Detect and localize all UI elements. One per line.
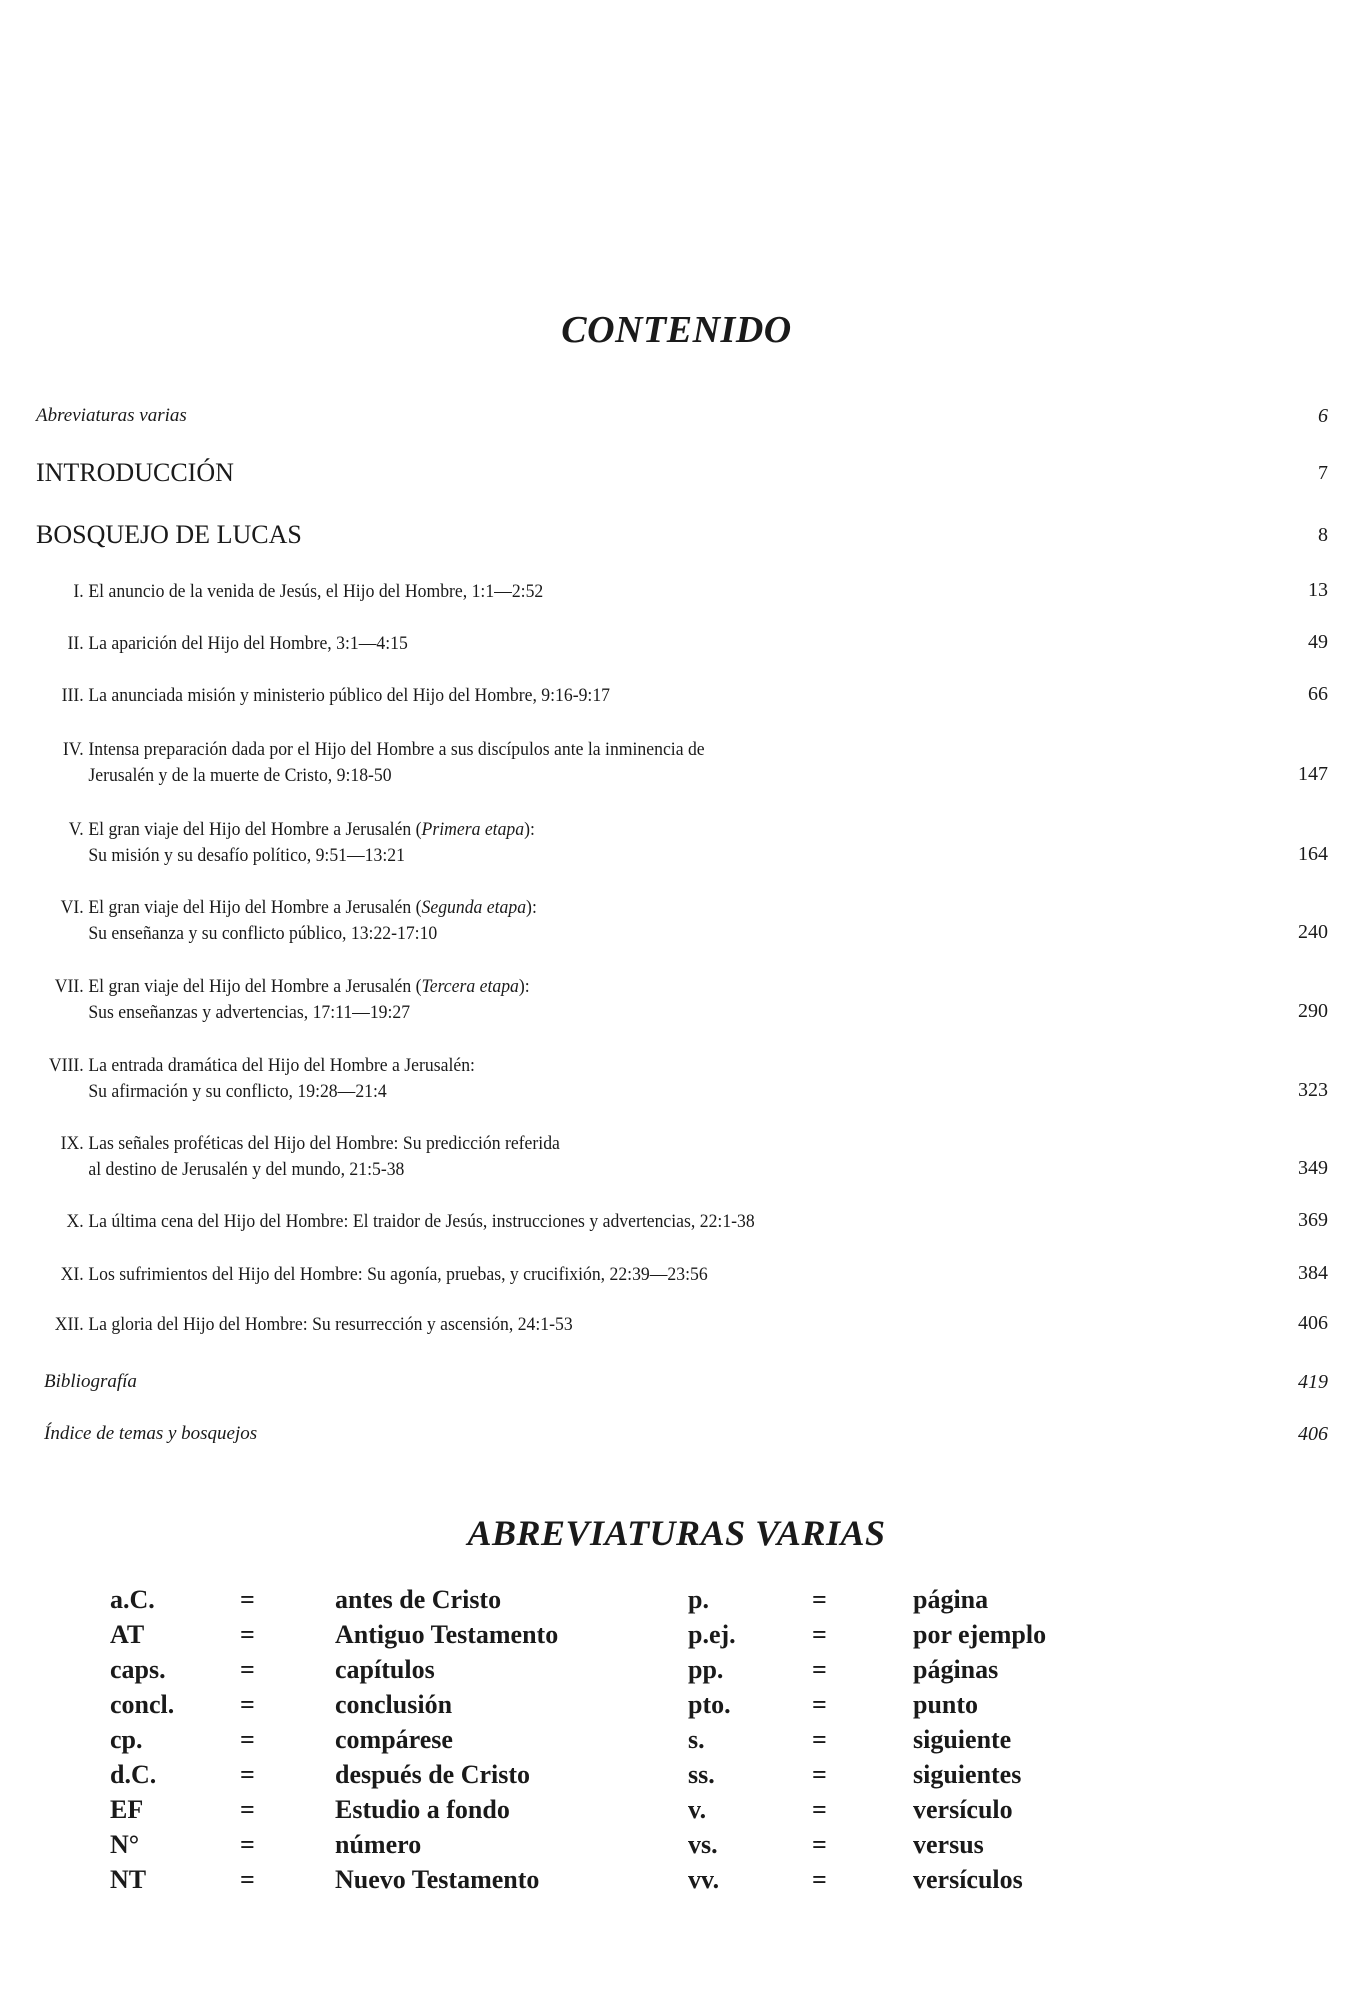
- roman-numeral: X.: [66, 1211, 84, 1232]
- abbr-term: cp.: [110, 1725, 143, 1754]
- toc-page-number: 6: [1318, 405, 1328, 427]
- entry-title-continued: Sus enseñanzas y advertencias, 17:11—19:27: [88, 1002, 411, 1023]
- entry-title: La última cena del Hijo del Hombre: El traidor de Jesús, instrucciones y advertencias, 22:1-38: [88, 1211, 755, 1232]
- abbr-term: vs.: [688, 1830, 718, 1859]
- abbreviations-title: ABREVIATURAS VARIAS: [467, 1513, 886, 1553]
- toc-page-number: 66: [1308, 683, 1328, 705]
- roman-numeral: VII.: [54, 976, 84, 997]
- entry-title: El gran viaje del Hijo del Hombre a Jerusalén (Tercera etapa):: [88, 976, 530, 997]
- equals-sign: =: [240, 1655, 255, 1684]
- entry-title: La entrada dramática del Hijo del Hombre a Jerusalén:: [88, 1055, 475, 1076]
- roman-numeral: XII.: [54, 1314, 84, 1335]
- toc-item-label: Índice de temas y bosquejos: [44, 1423, 258, 1444]
- abbr-meaning: Antiguo Testamento: [335, 1620, 559, 1649]
- equals-sign: =: [240, 1690, 255, 1719]
- page-title: CONTENIDO: [561, 309, 792, 351]
- roman-numeral: II.: [67, 633, 84, 654]
- roman-numeral: I.: [73, 581, 84, 602]
- abbr-term: v.: [688, 1795, 707, 1824]
- entry-title: Los sufrimientos del Hijo del Hombre: Su agonía, pruebas, y crucifixión, 22:39—23:56: [88, 1264, 708, 1285]
- toc-item-label: Abreviaturas varias: [36, 405, 187, 426]
- abbr-term: pp.: [688, 1655, 724, 1684]
- equals-sign: =: [812, 1830, 827, 1859]
- roman-numeral: VIII.: [48, 1055, 84, 1076]
- abbr-term: NT: [110, 1865, 147, 1894]
- toc-page-number: 419: [1298, 1371, 1328, 1393]
- equals-sign: =: [240, 1620, 255, 1649]
- abbr-meaning: conclusión: [335, 1690, 453, 1719]
- abbr-meaning: después de Cristo: [335, 1760, 531, 1789]
- abbr-term: d.C.: [110, 1760, 157, 1789]
- entry-title: El gran viaje del Hijo del Hombre a Jerusalén (Primera etapa):: [88, 819, 535, 840]
- entry-title-continued: Su afirmación y su conflicto, 19:28—21:4: [88, 1081, 387, 1102]
- roman-numeral: III.: [61, 685, 84, 706]
- entry-title: El gran viaje del Hijo del Hombre a Jerusalén (Segunda etapa):: [88, 897, 537, 918]
- toc-page-number: 406: [1298, 1423, 1328, 1445]
- abbr-term: pto.: [688, 1690, 731, 1719]
- abbr-meaning: por ejemplo: [913, 1620, 1047, 1649]
- toc-page-number: 290: [1298, 1000, 1328, 1022]
- abbr-meaning: número: [335, 1830, 422, 1859]
- roman-numeral: VI.: [60, 897, 84, 918]
- equals-sign: =: [812, 1620, 827, 1649]
- abbr-meaning: Estudio a fondo: [335, 1795, 510, 1824]
- equals-sign: =: [240, 1830, 255, 1859]
- entry-title-continued: Su enseñanza y su conflicto público, 13:22-17:10: [88, 923, 438, 944]
- abbr-meaning: siguiente: [913, 1725, 1012, 1754]
- abbr-meaning: siguientes: [913, 1760, 1022, 1789]
- abbr-term: s.: [688, 1725, 705, 1754]
- abbreviations-table: [0, 1582, 1353, 1912]
- toc-page-number: 49: [1308, 631, 1328, 653]
- equals-sign: =: [812, 1690, 827, 1719]
- equals-sign: =: [240, 1585, 255, 1614]
- roman-numeral: IX.: [60, 1133, 84, 1154]
- equals-sign: =: [812, 1725, 827, 1754]
- entry-title-continued: al destino de Jerusalén y del mundo, 21:5-38: [88, 1159, 405, 1180]
- abbr-meaning: punto: [913, 1690, 979, 1719]
- equals-sign: =: [812, 1865, 827, 1894]
- abbr-term: a.C.: [110, 1585, 155, 1614]
- toc-item-label: BOSQUEJO DE LUCAS: [36, 520, 302, 549]
- abbr-term: EF: [110, 1795, 144, 1824]
- toc-page-number: 384: [1298, 1262, 1328, 1284]
- toc-page-number: 8: [1318, 524, 1328, 546]
- equals-sign: =: [240, 1795, 255, 1824]
- entry-title: Las señales proféticas del Hijo del Hombre: Su predicción referida: [88, 1133, 560, 1154]
- abbr-meaning: compárese: [335, 1725, 453, 1754]
- entry-title: El anuncio de la venida de Jesús, el Hijo del Hombre, 1:1—2:52: [88, 581, 544, 602]
- toc-page-number: 164: [1298, 843, 1328, 865]
- entry-title-continued: Jerusalén y de la muerte de Cristo, 9:18-50: [88, 765, 392, 786]
- abbr-term: concl.: [110, 1690, 175, 1719]
- equals-sign: =: [812, 1760, 827, 1789]
- entry-title-continued: Su misión y su desafío político, 9:51—13:21: [88, 845, 405, 866]
- equals-sign: =: [812, 1585, 827, 1614]
- toc-page-number: 349: [1298, 1157, 1328, 1179]
- entry-title: Intensa preparación dada por el Hijo del Hombre a sus discípulos ante la inminencia de: [88, 739, 705, 760]
- entry-title: La anunciada misión y ministerio público del Hijo del Hombre, 9:16-9:17: [88, 685, 611, 706]
- toc-page-number: 406: [1298, 1312, 1328, 1334]
- abbr-meaning: versus: [913, 1830, 984, 1859]
- roman-numeral: V.: [68, 819, 84, 840]
- toc-page-number: 13: [1308, 579, 1328, 601]
- entry-title: La gloria del Hijo del Hombre: Su resurrección y ascensión, 24:1-53: [88, 1314, 573, 1335]
- equals-sign: =: [240, 1760, 255, 1789]
- toc-page-number: 7: [1318, 462, 1328, 484]
- abbr-meaning: versículos: [913, 1865, 1023, 1894]
- equals-sign: =: [240, 1725, 255, 1754]
- toc-item-label: INTRODUCCIÓN: [36, 458, 234, 487]
- abbr-meaning: página: [913, 1585, 989, 1614]
- equals-sign: =: [812, 1655, 827, 1684]
- abbr-meaning: versículo: [913, 1795, 1013, 1824]
- equals-sign: =: [812, 1795, 827, 1824]
- abbr-meaning: Nuevo Testamento: [335, 1865, 540, 1894]
- toc-item-label: Bibliografía: [44, 1371, 137, 1392]
- abbr-term: AT: [110, 1620, 145, 1649]
- abbr-term: p.ej.: [688, 1620, 736, 1649]
- abbr-term: ss.: [688, 1760, 715, 1789]
- roman-numeral: XI.: [60, 1264, 84, 1285]
- abbr-meaning: antes de Cristo: [335, 1585, 502, 1614]
- abbr-term: caps.: [110, 1655, 166, 1684]
- entry-title: La aparición del Hijo del Hombre, 3:1—4:15: [88, 633, 408, 654]
- toc-page-number: 323: [1298, 1079, 1328, 1101]
- abbr-term: vv.: [688, 1865, 720, 1894]
- abbr-term: N°: [110, 1830, 140, 1859]
- roman-numeral: IV.: [62, 739, 84, 760]
- toc-page-number: 240: [1298, 921, 1328, 943]
- equals-sign: =: [240, 1865, 255, 1894]
- toc-page-number: 147: [1298, 763, 1328, 785]
- toc-page-number: 369: [1298, 1209, 1328, 1231]
- abbr-meaning: capítulos: [335, 1655, 435, 1684]
- abbr-meaning: páginas: [913, 1655, 999, 1684]
- abbr-term: p.: [688, 1585, 709, 1614]
